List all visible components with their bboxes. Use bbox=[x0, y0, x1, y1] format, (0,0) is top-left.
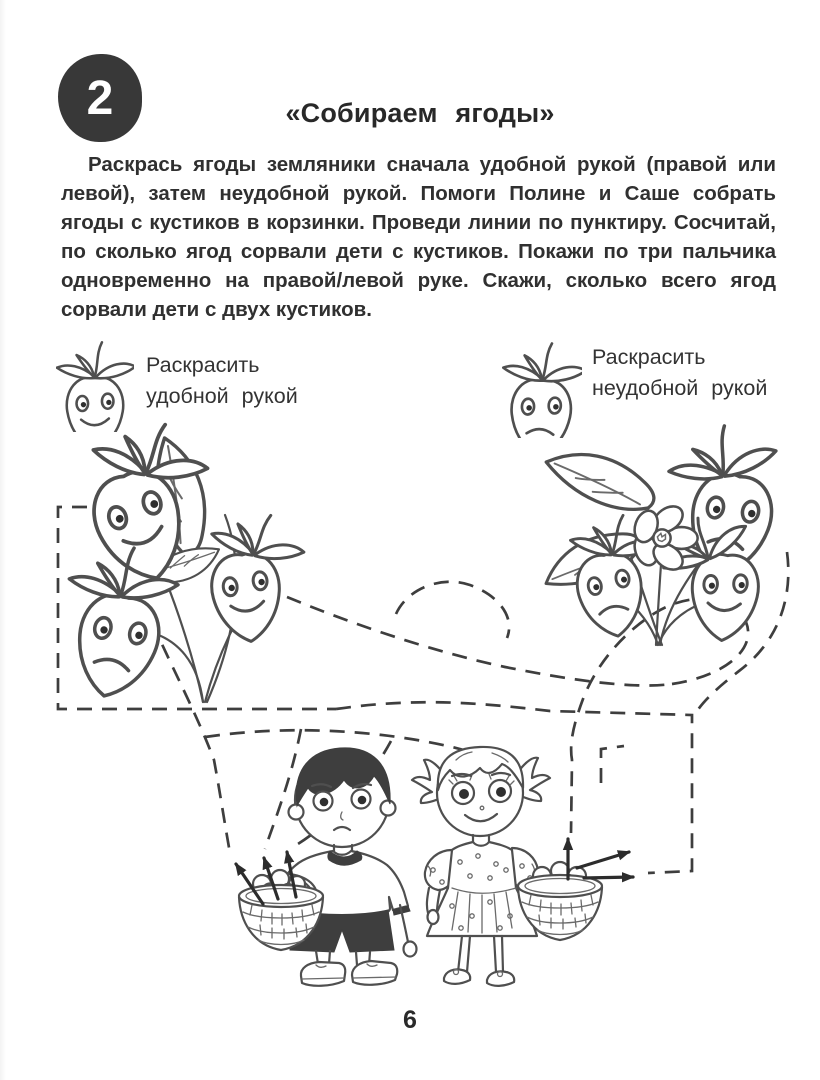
arrow-right-icon bbox=[584, 877, 633, 878]
left-strawberry-bush bbox=[38, 420, 321, 707]
page-number: 6 bbox=[403, 1006, 417, 1034]
activity-illustration bbox=[0, 420, 820, 1020]
boy-shoe bbox=[352, 961, 397, 985]
boy-figure bbox=[274, 748, 417, 986]
legend-left-line1: Раскрасить bbox=[146, 353, 260, 377]
legend-comfortable-hand bbox=[56, 326, 298, 432]
girl-shoe bbox=[444, 969, 470, 983]
happy-strawberry-icon bbox=[56, 326, 134, 432]
legend-right-line2: неудобной рукой bbox=[592, 376, 768, 400]
task-number-badge: 2 bbox=[58, 54, 142, 142]
boy-shoe bbox=[301, 962, 345, 986]
right-strawberry-bush bbox=[546, 420, 792, 645]
girl-shoe bbox=[487, 971, 514, 985]
page-title: «Собираем ягоды» bbox=[285, 98, 555, 128]
girl-figure bbox=[412, 747, 556, 986]
arrow-right-icon bbox=[577, 852, 629, 868]
strawberry-happy bbox=[203, 495, 321, 645]
legend-left-line2: удобной рукой bbox=[146, 384, 298, 408]
instructions-text: Раскрась ягоды земляники сначала удобной рукой (правой или левой), затем неудобной рукой. Помоги Полине и Саше собрать ягоды с кустиков в корзинки. Проведи линии по пунктиру. Сосчитай, по сколько ягод сорвали дети с кустиков. Покажи по три пальчика одновременно на правой/левой руке. Скажи, сколько всего ягод сорвали дети с двух кустиков. bbox=[61, 153, 776, 321]
legend-right-line1: Раскрасить bbox=[592, 345, 706, 369]
